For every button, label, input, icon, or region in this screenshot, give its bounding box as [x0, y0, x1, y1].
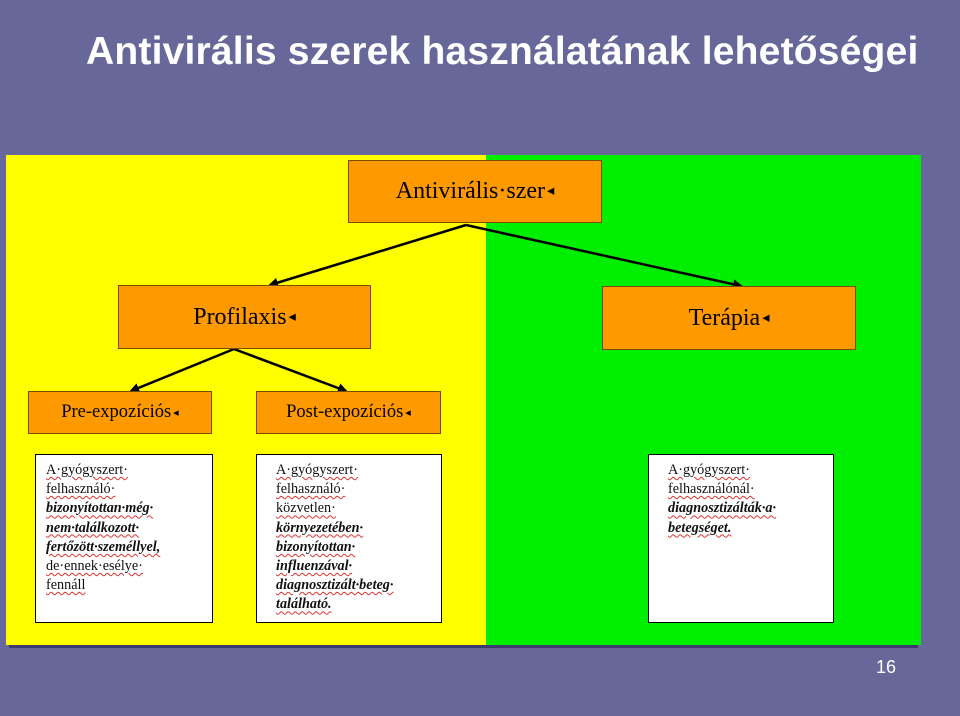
- text-line: nem·találkozott·: [46, 519, 140, 536]
- node-antiviral-agent: Antivirális·szer ◂: [348, 160, 602, 223]
- text-line: A·gyógyszert·: [46, 462, 128, 478]
- node-pre-exposure-label: Pre-expozíciós: [61, 402, 172, 422]
- text-line: A·gyógyszert·: [276, 462, 358, 478]
- text-line: környezetében·: [276, 519, 364, 536]
- text-line: felhasználó·: [276, 481, 346, 498]
- node-therapy-label: Terápia: [688, 304, 761, 331]
- node-prophylaxis-label: Profilaxis: [193, 303, 287, 330]
- post-exposure-description: [256, 454, 442, 623]
- text-line: közvetlen·: [276, 500, 336, 517]
- text-line: felhasználó·: [46, 481, 116, 498]
- text-line: bizonyítottan·: [276, 538, 356, 555]
- text-line: diagnosztizálták·a·: [668, 500, 777, 517]
- node-antiviral-agent-label: Antivirális·szer: [395, 178, 546, 204]
- therapy-description: [648, 454, 834, 623]
- text-line: fertőzött·személlyel,: [46, 538, 161, 555]
- text-line: betegséget.: [668, 519, 732, 536]
- node-prophylaxis: Profilaxis ◂: [118, 285, 371, 349]
- node-therapy: Terápia ◂: [602, 286, 856, 350]
- arrow-prophylaxis-to-post: [234, 349, 346, 391]
- text-line: A·gyógyszert·: [668, 462, 750, 478]
- slide-title: Antivirális szerek használatának lehetőségei: [86, 30, 919, 73]
- text-line: fennáll: [46, 577, 86, 594]
- text-line: de·ennek·esélye·: [46, 558, 143, 575]
- node-post-exposure: Post-expozíciós ◂: [256, 391, 441, 434]
- antiviral-diagram: [6, 155, 921, 645]
- text-line: influenzával·: [276, 558, 353, 575]
- text-line: diagnosztizált·beteg·: [276, 577, 394, 594]
- text-line: felhasználónál·: [668, 481, 755, 498]
- arrow-prophylaxis-to-pre: [131, 349, 234, 391]
- picture-shadow-bottom: [9, 645, 918, 648]
- page-number: 16: [876, 657, 897, 677]
- node-post-exposure-label: Post-expozíciós: [286, 402, 404, 422]
- pre-exposure-description: [35, 454, 213, 623]
- arrow-root-to-therapy: [466, 225, 741, 286]
- node-pre-exposure: Pre-expozíciós ◂: [28, 391, 212, 434]
- text-line: bizonyítottan·még·: [46, 500, 154, 517]
- arrow-root-to-prophylaxis: [270, 225, 466, 285]
- text-line: található.: [276, 596, 332, 613]
